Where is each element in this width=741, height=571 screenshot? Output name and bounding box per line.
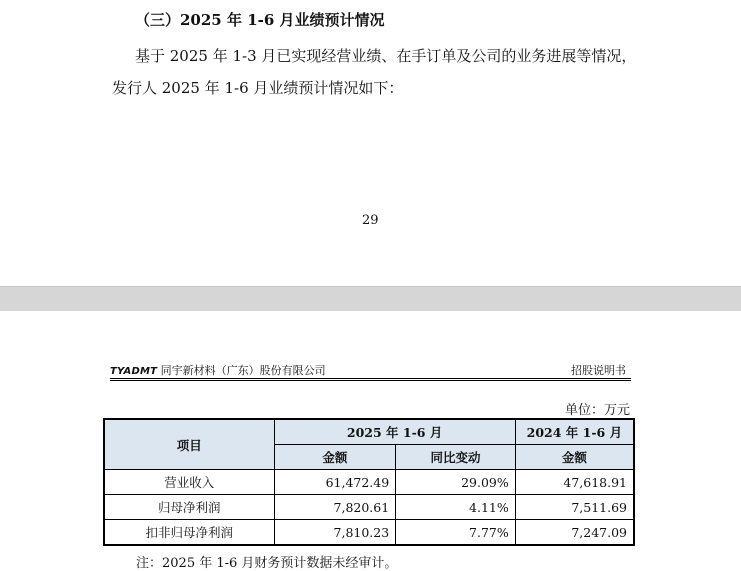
- table-row: [104, 520, 634, 546]
- cell-change: 29.09%: [396, 470, 516, 495]
- paragraph-line-2: 发行人 2025 年 1-6 月业绩预计情况如下：: [112, 79, 404, 97]
- table-note: 注：2025 年 1-6 月财务预计数据未经审计。: [136, 556, 398, 571]
- running-header-left: [110, 362, 326, 378]
- table-row: [104, 470, 634, 495]
- page-number: 29: [362, 213, 379, 228]
- cell-change: 4.11%: [396, 495, 516, 520]
- col-change: 同比变动: [396, 445, 516, 470]
- unit-label: 单位：万元: [565, 403, 631, 418]
- col-group-2025: 2025 年 1-6 月: [274, 419, 515, 445]
- table-row: [104, 495, 634, 520]
- paragraph-line-1: 基于 2025 年 1-3 月已实现经营业绩、在手订单及公司的业务进展等情况，: [135, 47, 637, 65]
- performance-table: [103, 418, 635, 546]
- cell-amount-2025: 7,820.61: [274, 495, 396, 520]
- col-group-2024: 2024 年 1-6 月: [515, 419, 634, 445]
- page-bottom: [0, 311, 741, 571]
- cell-amount-2024: 7,511.69: [515, 495, 634, 520]
- col-item-header: 项目: [104, 419, 274, 470]
- cell-change: 7.77%: [396, 520, 516, 546]
- col-amount-2025: 金额: [274, 445, 396, 470]
- col-amount-2024: 金额: [515, 445, 634, 470]
- row-item: 营业收入: [104, 470, 274, 495]
- brand-logo-text: TYADMT: [110, 366, 158, 377]
- section-title: （三）2025 年 1-6 月业绩预计情况: [135, 11, 385, 29]
- cell-amount-2024: 7,247.09: [515, 520, 634, 546]
- table-header-row-1: [104, 419, 634, 445]
- page-gap: [0, 286, 741, 312]
- row-item: 扣非归母净利润: [104, 520, 274, 546]
- document-name: 招股说明书: [571, 364, 626, 377]
- row-item: 归母净利润: [104, 495, 274, 520]
- cell-amount-2025: 7,810.23: [274, 520, 396, 546]
- cell-amount-2025: 61,472.49: [274, 470, 396, 495]
- header-rule: [110, 378, 631, 381]
- company-name: 同宇新材料（广东）股份有限公司: [160, 364, 326, 377]
- cell-amount-2024: 47,618.91: [515, 470, 634, 495]
